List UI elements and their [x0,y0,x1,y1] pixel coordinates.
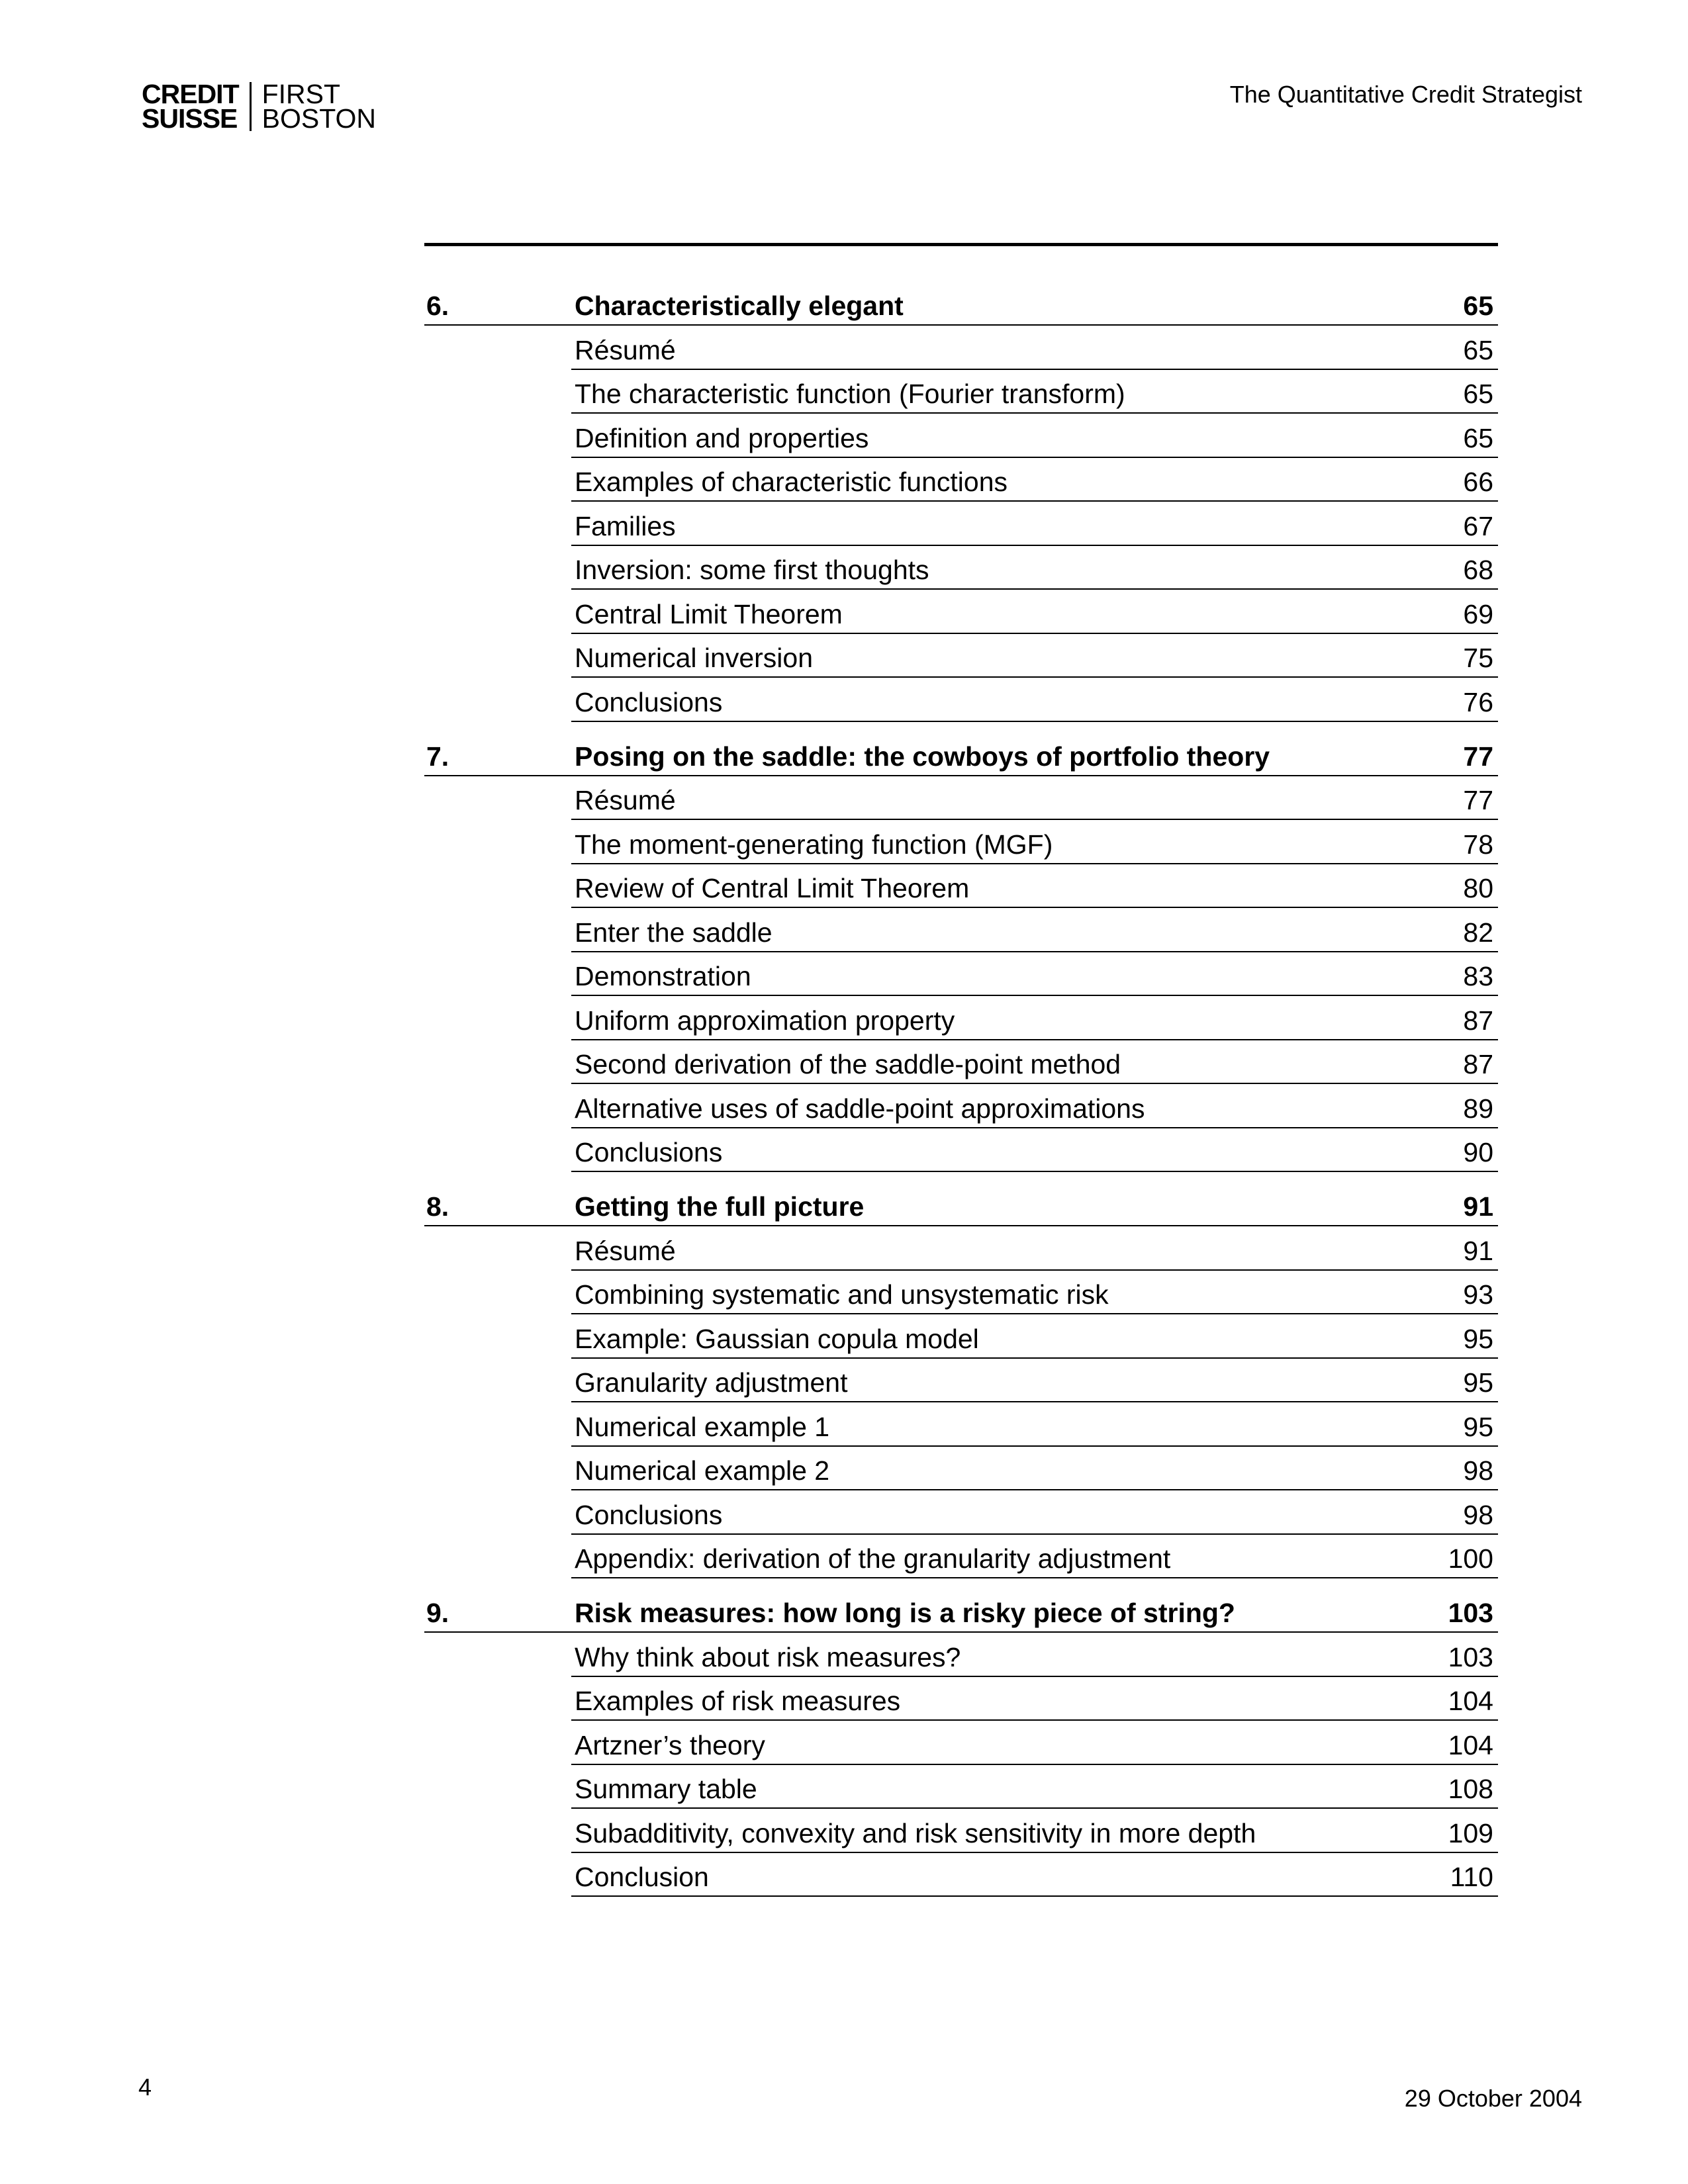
toc-section-row[interactable] [424,1271,1498,1315]
chapter-number: 9. [426,1598,449,1628]
toc-section-row[interactable] [424,1314,1498,1359]
chapter-page-number: 91 [1463,1191,1493,1222]
section-page-number: 87 [1463,1049,1493,1079]
section-page-number: 98 [1463,1499,1493,1530]
section-page-number: 65 [1463,334,1493,365]
chapter-title: Characteristically elegant [575,291,904,321]
section-rule [571,1577,1498,1578]
section-page-number: 69 [1463,598,1493,629]
toc-section-row[interactable] [424,458,1498,502]
section-title: Conclusions [575,1499,723,1530]
chapter-number: 8. [426,1191,449,1222]
toc-section-row[interactable] [424,1128,1498,1173]
section-page-number: 104 [1448,1686,1493,1716]
section-title: Artzner’s theory [575,1729,765,1760]
toc-section-row[interactable] [424,1040,1498,1085]
toc-chapter-heading[interactable] [424,285,1498,326]
toc-section-row[interactable] [424,1809,1498,1853]
toc-chapter-heading[interactable] [424,735,1498,776]
section-title: Numerical example 1 [575,1411,830,1442]
section-title: Conclusions [575,1137,723,1167]
section-title: Demonstration [575,961,751,991]
section-title: Summary table [575,1774,757,1804]
toc-section-row[interactable] [424,1359,1498,1403]
section-title: Subadditivity, convexity and risk sensitivity in more depth [575,1817,1256,1848]
section-page-number: 87 [1463,1005,1493,1036]
company-logo [142,79,376,134]
toc-section-row[interactable] [424,1765,1498,1809]
section-page-number: 98 [1463,1455,1493,1486]
page-number: 4 [138,2073,152,2101]
section-page-number: 65 [1463,422,1493,453]
section-title: Conclusion [575,1862,709,1892]
toc-section-row[interactable] [424,1721,1498,1765]
chapter-page-number: 77 [1463,741,1493,772]
logo-word-boston: BOSTON [261,103,376,134]
section-rule [571,1171,1498,1172]
section-page-number: 78 [1463,829,1493,860]
section-title: Appendix: derivation of the granularity adjustment [575,1543,1171,1574]
section-title: Families [575,510,676,541]
section-page-number: 77 [1463,785,1493,815]
toc-section-row[interactable] [424,864,1498,909]
section-title: The characteristic function (Fourier transform) [575,379,1125,409]
toc-section-row[interactable] [424,326,1498,370]
toc-section-row[interactable] [424,776,1498,821]
section-title: Numerical inversion [575,643,814,673]
section-page-number: 103 [1448,1641,1493,1672]
toc-section-row[interactable] [424,1447,1498,1491]
toc-section-row[interactable] [424,414,1498,458]
toc-section-row[interactable] [424,1226,1498,1271]
toc-chapter [424,1592,1498,1897]
section-title: Inversion: some first thoughts [575,555,929,585]
toc-section-row[interactable] [424,1490,1498,1535]
section-title: Review of Central Limit Theorem [575,873,970,903]
toc-section-row[interactable] [424,502,1498,546]
section-page-number: 95 [1463,1411,1493,1442]
section-title: Enter the saddle [575,917,773,948]
section-title: Why think about risk measures? [575,1641,961,1672]
toc-section-row[interactable] [424,1633,1498,1677]
chapter-page-number: 103 [1448,1598,1493,1628]
section-page-number: 93 [1463,1279,1493,1310]
toc-section-row[interactable] [424,1402,1498,1447]
section-page-number: 104 [1448,1729,1493,1760]
toc-section-row[interactable] [424,634,1498,678]
toc-chapter [424,285,1498,722]
chapter-number: 7. [426,741,449,772]
section-title: The moment-generating function (MGF) [575,829,1053,860]
section-title: Numerical example 2 [575,1455,830,1486]
section-page-number: 66 [1463,467,1493,497]
logo-word-credit: CREDIT [142,79,239,109]
section-page-number: 95 [1463,1323,1493,1354]
logo-credit-suisse [142,79,250,134]
toc-chapter [424,735,1498,1173]
section-page-number: 83 [1463,961,1493,991]
chapter-title: Getting the full picture [575,1191,865,1222]
logo-first-boston [252,79,376,134]
section-rule [571,1895,1498,1897]
section-title: Second derivation of the saddle-point method [575,1049,1121,1079]
section-page-number: 95 [1463,1367,1493,1398]
section-page-number: 68 [1463,555,1493,585]
section-title: Uniform approximation property [575,1005,955,1036]
toc-section-row[interactable] [424,678,1498,722]
section-page-number: 75 [1463,643,1493,673]
toc-section-row[interactable] [424,1853,1498,1897]
section-page-number: 80 [1463,873,1493,903]
section-page-number: 110 [1450,1862,1493,1892]
toc-section-row[interactable] [424,1677,1498,1721]
logo-word-suisse: SUISSE [142,103,238,134]
section-title: Résumé [575,785,676,815]
section-page-number: 108 [1448,1774,1493,1804]
top-rule [424,243,1498,246]
section-title: Résumé [575,1235,676,1266]
toc-section-row[interactable] [424,590,1498,634]
section-page-number: 67 [1463,510,1493,541]
toc-section-row[interactable] [424,996,1498,1040]
section-title: Combining systematic and unsystematic risk [575,1279,1109,1310]
section-title: Alternative uses of saddle-point approximations [575,1093,1145,1124]
section-page-number: 109 [1448,1817,1493,1848]
section-page-number: 65 [1463,379,1493,409]
section-title: Example: Gaussian copula model [575,1323,979,1354]
toc-section-row[interactable] [424,1535,1498,1579]
section-page-number: 90 [1463,1137,1493,1167]
section-page-number: 82 [1463,917,1493,948]
publication-date: 29 October 2004 [1404,2085,1582,2112]
toc-section-row[interactable] [424,908,1498,952]
toc-chapter-heading[interactable] [424,1185,1498,1226]
section-title: Granularity adjustment [575,1367,848,1398]
chapter-number: 6. [426,291,449,321]
toc-chapter-heading[interactable] [424,1592,1498,1633]
chapter-page-number: 65 [1463,291,1493,321]
section-title: Résumé [575,334,676,365]
chapter-title: Posing on the saddle: the cowboys of portfolio theory [575,741,1270,772]
section-title: Definition and properties [575,422,869,453]
section-title: Central Limit Theorem [575,598,843,629]
section-page-number: 76 [1463,686,1493,717]
toc-section-row[interactable] [424,952,1498,997]
section-page-number: 100 [1448,1543,1493,1574]
section-title: Conclusions [575,686,723,717]
toc-section-row[interactable] [424,820,1498,864]
logo-word-first: FIRST [261,79,341,109]
toc-section-row[interactable] [424,546,1498,590]
section-page-number: 89 [1463,1093,1493,1124]
toc-chapter [424,1185,1498,1578]
section-rule [571,721,1498,722]
section-title: Examples of risk measures [575,1686,901,1716]
chapter-title: Risk measures: how long is a risky piece of string? [575,1598,1235,1628]
report-title: The Quantitative Credit Strategist [1229,81,1582,108]
toc-section-row[interactable] [424,370,1498,414]
toc-section-row[interactable] [424,1084,1498,1128]
section-title: Examples of characteristic functions [575,467,1008,497]
table-of-contents [424,285,1498,1910]
section-page-number: 91 [1463,1235,1493,1266]
